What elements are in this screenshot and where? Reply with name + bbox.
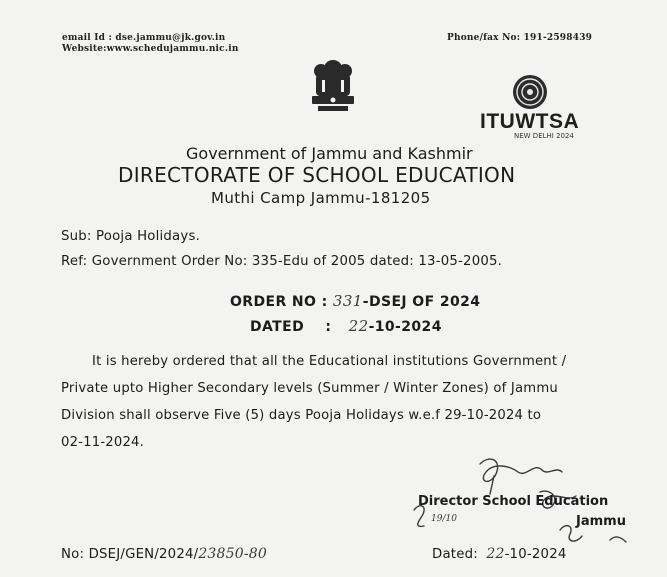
website-line: Website:www.schedujammu.nic.in: [62, 44, 239, 54]
order-number-handwritten: 331: [332, 292, 363, 310]
order-number: [230, 292, 480, 310]
subject-line: Sub: Pooja Holidays.: [61, 229, 201, 244]
order-dated-rest: -10-2024: [368, 319, 442, 335]
ituwtsa-emblem-icon: [510, 72, 550, 112]
initial-date-handwritten: 19/10: [431, 514, 457, 524]
signatory-title: Director School Education: [418, 494, 609, 509]
footer-dated-handwritten: 22: [486, 546, 505, 562]
order-suffix: -DSEJ OF 2024: [362, 294, 481, 310]
state-emblem-icon: [298, 56, 368, 118]
phone-line: Phone/fax No: 191-2598439: [447, 33, 593, 43]
footer-dated: [432, 546, 567, 562]
order-dated-handwritten: 22: [348, 317, 369, 335]
footer-dated-rest: -10-2024: [504, 547, 567, 562]
ituwtsa-logo-text: ITUWTSA: [480, 110, 580, 133]
signatory-location: Jammu: [576, 514, 626, 529]
email-line: email Id : dse.jammu@jk.gov.in: [62, 33, 226, 43]
footer-no-handwritten: 23850-80: [198, 546, 268, 562]
order-dated: [250, 317, 442, 335]
government-heading: Government of Jammu and Kashmir: [186, 144, 473, 163]
order-dated-label: DATED: [250, 319, 305, 335]
ituwtsa-logo: [480, 72, 590, 142]
order-prefix: ORDER NO :: [230, 294, 328, 310]
footer-no-label: No: DSEJ/GEN/2024/: [61, 547, 199, 562]
order-dated-colon: :: [325, 319, 332, 335]
ituwtsa-logo-sub: NEW DELHI 2024: [514, 132, 574, 140]
body-line-1: It is hereby ordered that all the Educational institutions Government /: [92, 354, 567, 369]
directorate-heading: DIRECTORATE OF SCHOOL EDUCATION: [118, 163, 516, 187]
reference-line: Ref: Government Order No: 335-Edu of 2005 dated: 13-05-2005.: [61, 254, 503, 269]
footer-reference: [61, 546, 267, 562]
address-line: Muthi Camp Jammu-181205: [211, 189, 431, 207]
body-line-2: Private upto Higher Secondary levels (Summer / Winter Zones) of Jammu: [61, 381, 558, 396]
footer-dated-label: Dated:: [432, 547, 478, 562]
body-line-4: 02-11-2024.: [61, 435, 145, 450]
body-line-3: Division shall observe Five (5) days Pooja Holidays w.e.f 29-10-2024 to: [61, 408, 542, 423]
